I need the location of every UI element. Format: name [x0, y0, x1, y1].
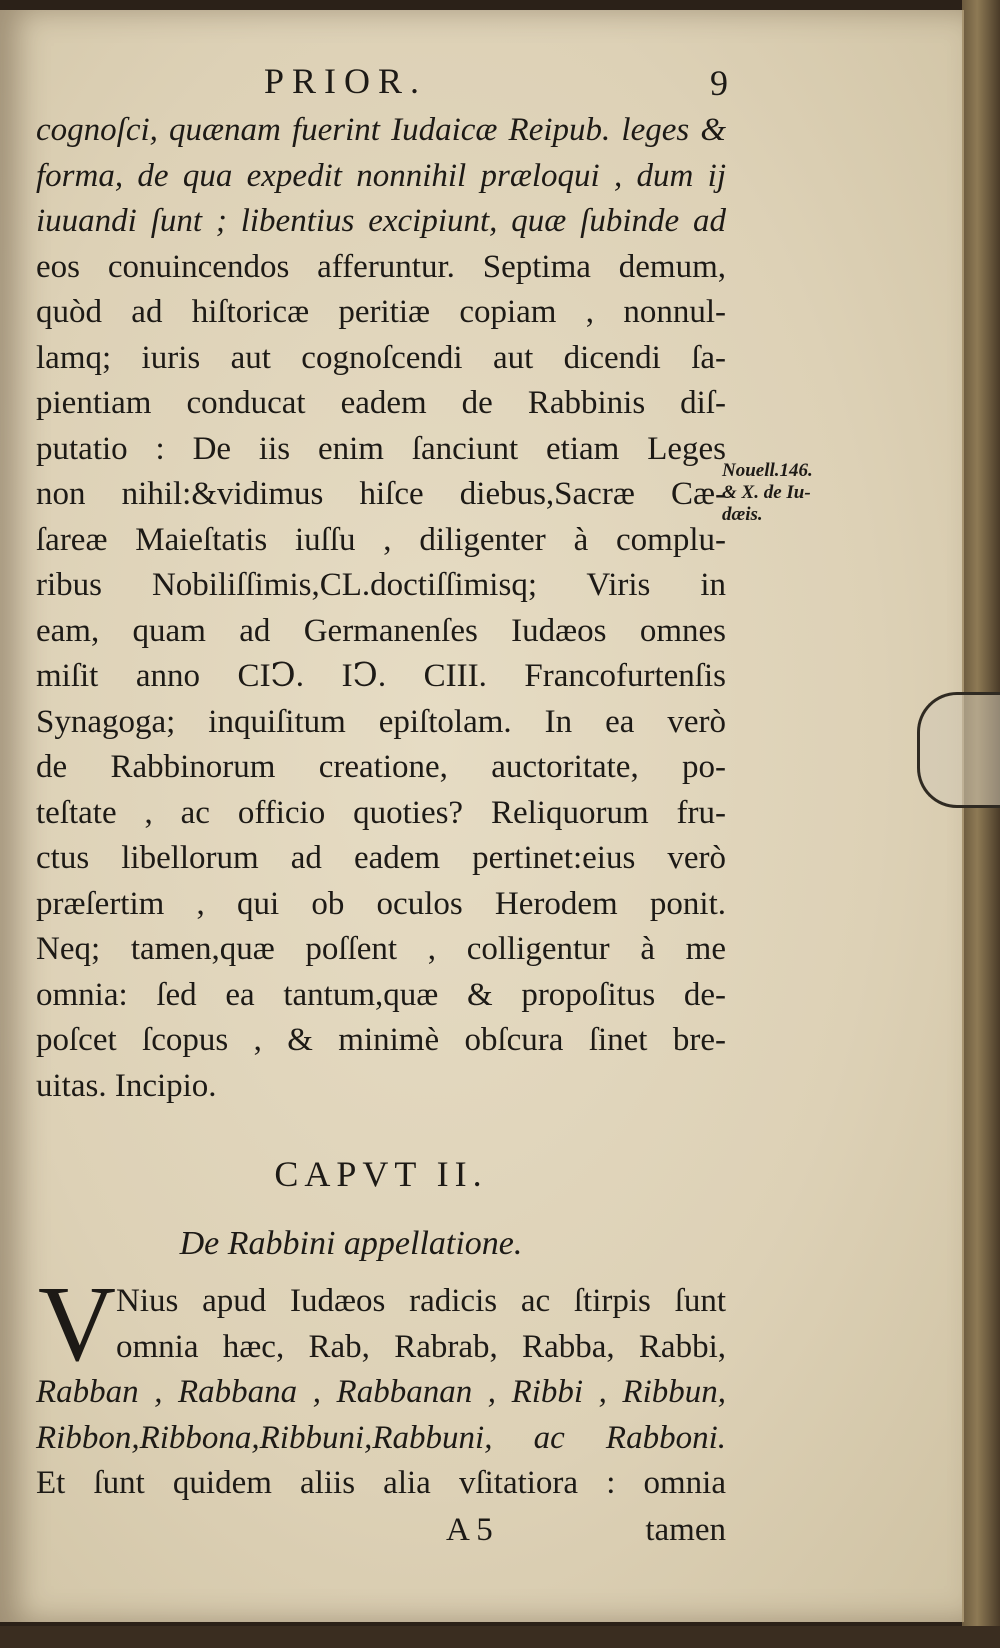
paragraph-line: putatio : De iis enim ſanciunt etiam Leges	[36, 430, 726, 467]
marginal-note-line: Nouell.146.	[722, 460, 813, 481]
drop-cap: V	[38, 1265, 116, 1384]
chapter-heading: CAPVT II.	[274, 1154, 488, 1194]
chapter-line: Nius apud Iudæos radicis ac ſtirpis ſunt	[116, 1283, 726, 1319]
chapter-subheading: De Rabbini appellatione.	[179, 1225, 523, 1262]
paragraph-line: cognoſci, quænam fuerint Iudaicæ Reipub. leges &	[36, 112, 726, 148]
marginal-note-line: & X. de Iu-	[722, 482, 811, 503]
page-header	[36, 54, 726, 104]
paragraph-line: non nihil:&vidimus hiſce diebus,Sacræ Cæ-	[36, 476, 726, 512]
chapter-body	[36, 1265, 726, 1507]
paragraph-line: lamq; iuris aut cognoſcendi aut dicendi ſa-	[36, 339, 726, 376]
paragraph-line: forma, de qua expedit nonnihil præloqui , dum ij	[36, 157, 726, 194]
chapter-line: Et ſunt quidem aliis alia vſitatiora : omnia	[36, 1465, 726, 1501]
book-bottom-edge	[0, 1626, 1000, 1648]
opening-paragraph	[36, 108, 726, 1109]
page-tab-marker	[917, 692, 1000, 808]
catchword: tamen	[645, 1511, 726, 1548]
paragraph-line: eos conuincendos afferuntur. Septima demum,	[36, 248, 726, 285]
paragraph-line: præſertim , qui ob oculos Herodem ponit.	[36, 885, 726, 922]
chapter-line-text: omnia hæc, Rab, Rabrab, Rabba, Rabbi,	[116, 1328, 726, 1365]
book-page	[0, 10, 964, 1622]
paragraph-line: omnia: ſed ea tantum,quæ & propoſitus de-	[36, 976, 726, 1013]
paragraph-line: Neq; tamen,quæ poſſent , colligentur à me	[36, 931, 726, 967]
marginal-note-line: dæis.	[722, 504, 763, 525]
paragraph-line: de Rabbinorum creatione, auctoritate, po-	[36, 749, 726, 785]
page-number: 9	[710, 63, 728, 103]
chapter-line	[36, 1325, 726, 1371]
paragraph-line: miſit anno CIↃ. IↃ. CIII. Francofurtenſis	[36, 658, 726, 694]
paragraph-line: quòd ad hiſtoricæ peritiæ copiam , nonnul-	[36, 294, 726, 330]
signature-mark: A 5	[446, 1511, 493, 1548]
paragraph-line: uitas. Incipio.	[36, 1067, 217, 1104]
chapter-line: Ribbon,Ribbona,Ribbuni,Rabbuni, ac Rabboni.	[36, 1419, 726, 1456]
page-footer	[36, 1507, 726, 1553]
running-title: PRIOR.	[264, 61, 428, 101]
chapter-line: Rabban , Rabbana , Rabbanan , Ribbi , Ribbun,	[36, 1374, 726, 1410]
paragraph-line: iuuandi ſunt ; libentius excipiunt, quæ ſubinde ad	[36, 203, 726, 239]
book-fore-edge	[962, 0, 1000, 1648]
paragraph-line: eam, quam ad Germanenſes Iudæos omnes	[36, 612, 726, 649]
paragraph-line: pientiam conducat eadem de Rabbinis diſ-	[36, 385, 726, 421]
paragraph-line: teſtate , ac officio quoties? Reliquorum fru-	[36, 794, 726, 831]
paragraph-line: ctus libellorum ad eadem pertinet:eius verò	[36, 840, 726, 876]
paragraph-line: poſcet ſcopus , & minimè obſcura ſinet bre-	[36, 1022, 726, 1058]
paragraph-line: ribus Nobiliſſimis,CL.doctiſſimisq; Viris in	[36, 567, 726, 603]
paragraph-line: ſareæ Maieſtatis iuſſu , diligenter à complu-	[36, 521, 726, 558]
paragraph-line: Synagoga; inquiſitum epiſtolam. In ea verò	[36, 703, 726, 740]
text-block	[36, 54, 726, 1553]
marginal-note	[722, 460, 862, 526]
